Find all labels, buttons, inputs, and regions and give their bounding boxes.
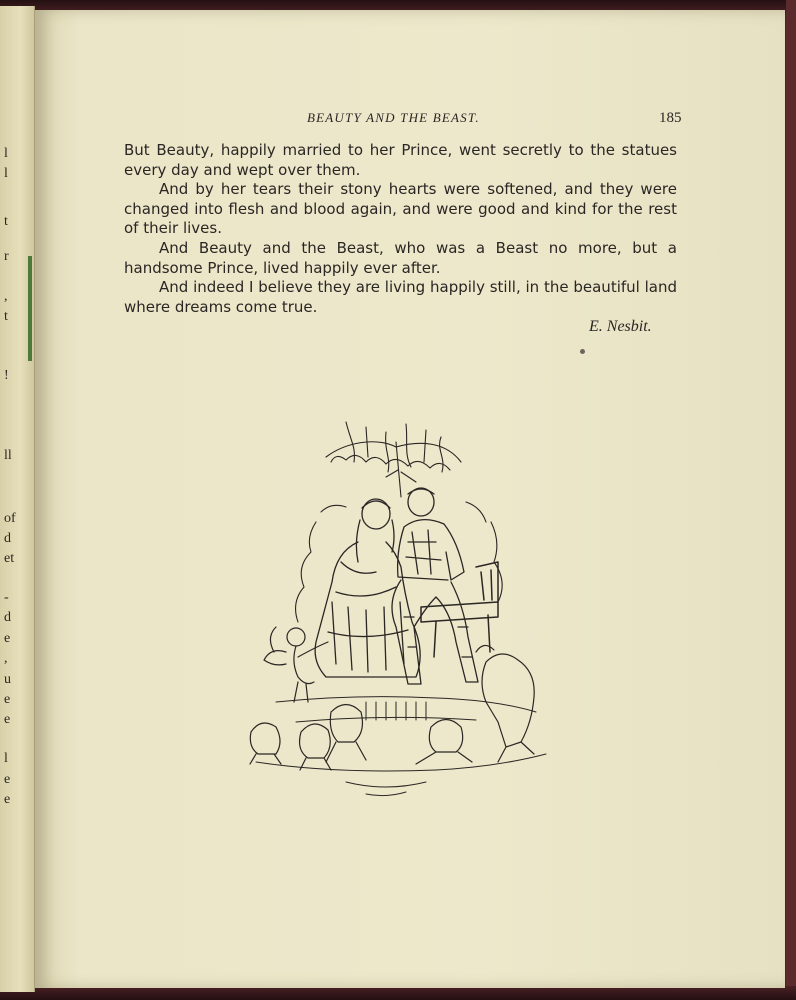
page-number: 185 [659, 110, 682, 126]
edge-fragment: d [4, 531, 11, 546]
edge-fragment: - [4, 590, 9, 605]
paragraph: And by her tears their stony hearts were softened, and they were changed into flesh and blood again, and were good and kind for the rest of their lives. [124, 180, 677, 238]
edge-fragment: l [4, 166, 8, 181]
facing-page-edge [0, 6, 35, 992]
edge-fragment: , [4, 289, 8, 304]
edge-fragment: r [4, 249, 9, 264]
binding-bottom [0, 986, 796, 1000]
edge-fragment: e [4, 712, 11, 727]
author-signature: E. Nesbit. [589, 318, 652, 335]
edge-fragment: t [4, 214, 8, 229]
edge-fragment: d [4, 610, 11, 625]
edge-fragment: of [4, 511, 16, 526]
edge-fragment: , [4, 651, 8, 666]
edge-fragment: e [4, 772, 11, 787]
paragraph: And Beauty and the Beast, who was a Beast no more, but a handsome Prince, lived happily ever after. [124, 238, 677, 277]
edge-fragment: e [4, 631, 11, 646]
ribbon-marker [28, 256, 32, 361]
edge-fragment: u [4, 672, 11, 687]
body-text [124, 141, 677, 317]
binding-right [786, 0, 796, 1000]
edge-fragment: t [4, 309, 8, 324]
engraving-illustration-icon [236, 402, 566, 800]
edge-fragment: e [4, 792, 11, 807]
paragraph: But Beauty, happily married to her Prince, went secretly to the statues every day and wept over them. [124, 141, 677, 179]
edge-fragment: e [4, 692, 11, 707]
edge-fragment: et [4, 551, 15, 566]
edge-fragment: ! [4, 368, 9, 383]
running-head [0, 110, 796, 130]
edge-fragment: ll [4, 448, 12, 463]
paper-speck [580, 349, 585, 354]
edge-fragment: l [4, 751, 8, 766]
running-head-title: BEAUTY AND THE BEAST. [307, 110, 480, 125]
paragraph: And indeed I believe they are living happily still, in the beautiful land where dreams come true. [124, 278, 677, 316]
edge-fragment: l [4, 146, 8, 161]
